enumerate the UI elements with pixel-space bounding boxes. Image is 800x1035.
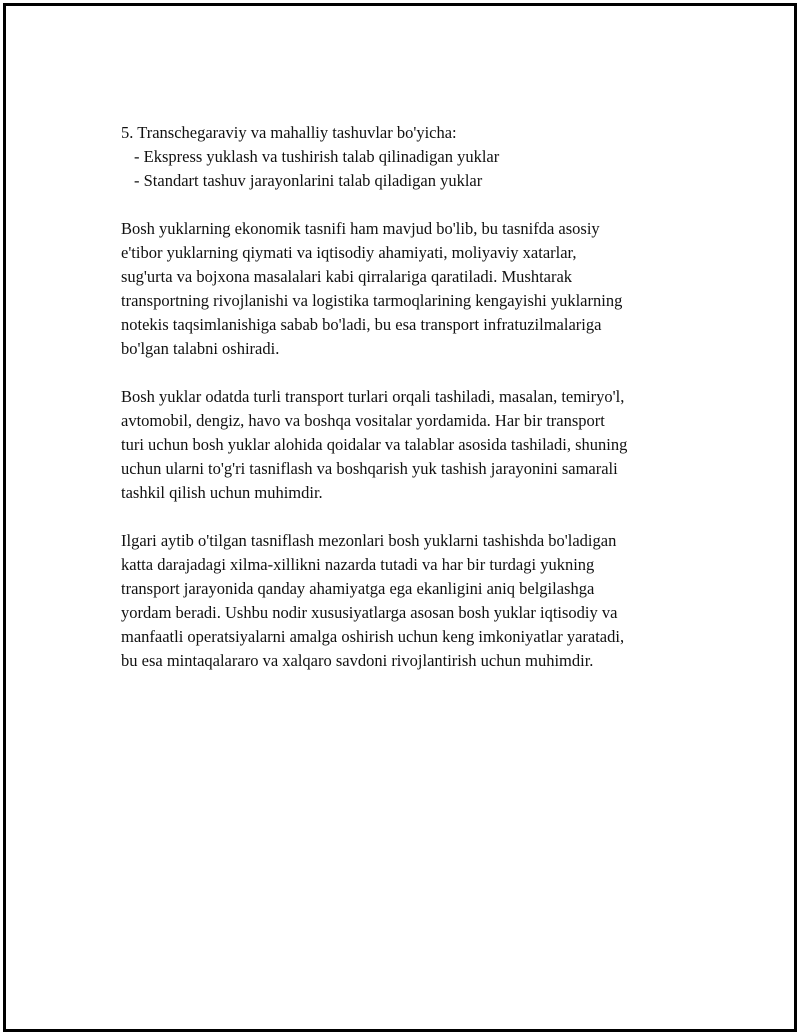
- paragraph-line: bu esa mintaqalararo va xalqaro savdoni rivojlantirish uchun muhimdir.: [121, 651, 594, 670]
- paragraph-line: sug'urta va bojxona masalalari kabi qirralariga qaratiladi. Mushtarak: [121, 267, 573, 286]
- paragraph-transport-types: [121, 385, 691, 505]
- paragraph-line: transport jarayonida qanday ahamiyatga ega ekanligini aniq belgilashga: [121, 579, 595, 598]
- paragraph-line: tashkil qilish uchun muhimdir.: [121, 483, 323, 502]
- paragraph-line: transportning rivojlanishi va logistika tarmoqlarining kengayishi yuklarning: [121, 291, 623, 310]
- document-page: [3, 3, 797, 1032]
- paragraph-line: avtomobil, dengiz, havo va boshqa vositalar yordamida. Har bir transport: [121, 411, 605, 430]
- paragraph-line: katta darajadagi xilma-xillikni nazarda tutadi va har bir turdagi yukning: [121, 555, 595, 574]
- paragraph-line: e'tibor yuklarning qiymati va iqtisodiy ahamiyati, moliyaviy xatarlar,: [121, 243, 577, 262]
- paragraph-line: notekis taqsimlanishiga sabab bo'ladi, bu esa transport infratuzilmalariga: [121, 315, 602, 334]
- paragraph-line: bo'lgan talabni oshiradi.: [121, 339, 280, 358]
- list-item: - Standart tashuv jarayonlarini talab qiladigan yuklar: [134, 171, 483, 190]
- paragraph-classification-criteria: [121, 529, 691, 673]
- section-5-heading: 5. Transchegaraviy va mahalliy tashuvlar bo'yicha:: [121, 123, 457, 142]
- document-body: [121, 121, 691, 697]
- paragraph-line: Ilgari aytib o'tilgan tasniflash mezonlari bosh yuklarni tashishda bo'ladigan: [121, 531, 617, 550]
- paragraph-line: Bosh yuklarning ekonomik tasnifi ham mavjud bo'lib, bu tasnifda asosiy: [121, 219, 600, 238]
- paragraph-line: Bosh yuklar odatda turli transport turlari orqali tashiladi, masalan, temiryo'l,: [121, 387, 625, 406]
- paragraph-line: yordam beradi. Ushbu nodir xususiyatlarga asosan bosh yuklar iqtisodiy va: [121, 603, 618, 622]
- paragraph-line: turi uchun bosh yuklar alohida qoidalar va talablar asosida tashiladi, shuning: [121, 435, 628, 454]
- paragraph-line: manfaatli operatsiyalarni amalga oshirish uchun keng imkoniyatlar yaratadi,: [121, 627, 625, 646]
- paragraph-economic-classification: [121, 217, 691, 361]
- list-item: - Ekspress yuklash va tushirish talab qilinadigan yuklar: [134, 147, 500, 166]
- section-5-list: [121, 121, 691, 193]
- paragraph-line: uchun ularni to'g'ri tasniflash va boshqarish yuk tashish jarayonini samarali: [121, 459, 618, 478]
